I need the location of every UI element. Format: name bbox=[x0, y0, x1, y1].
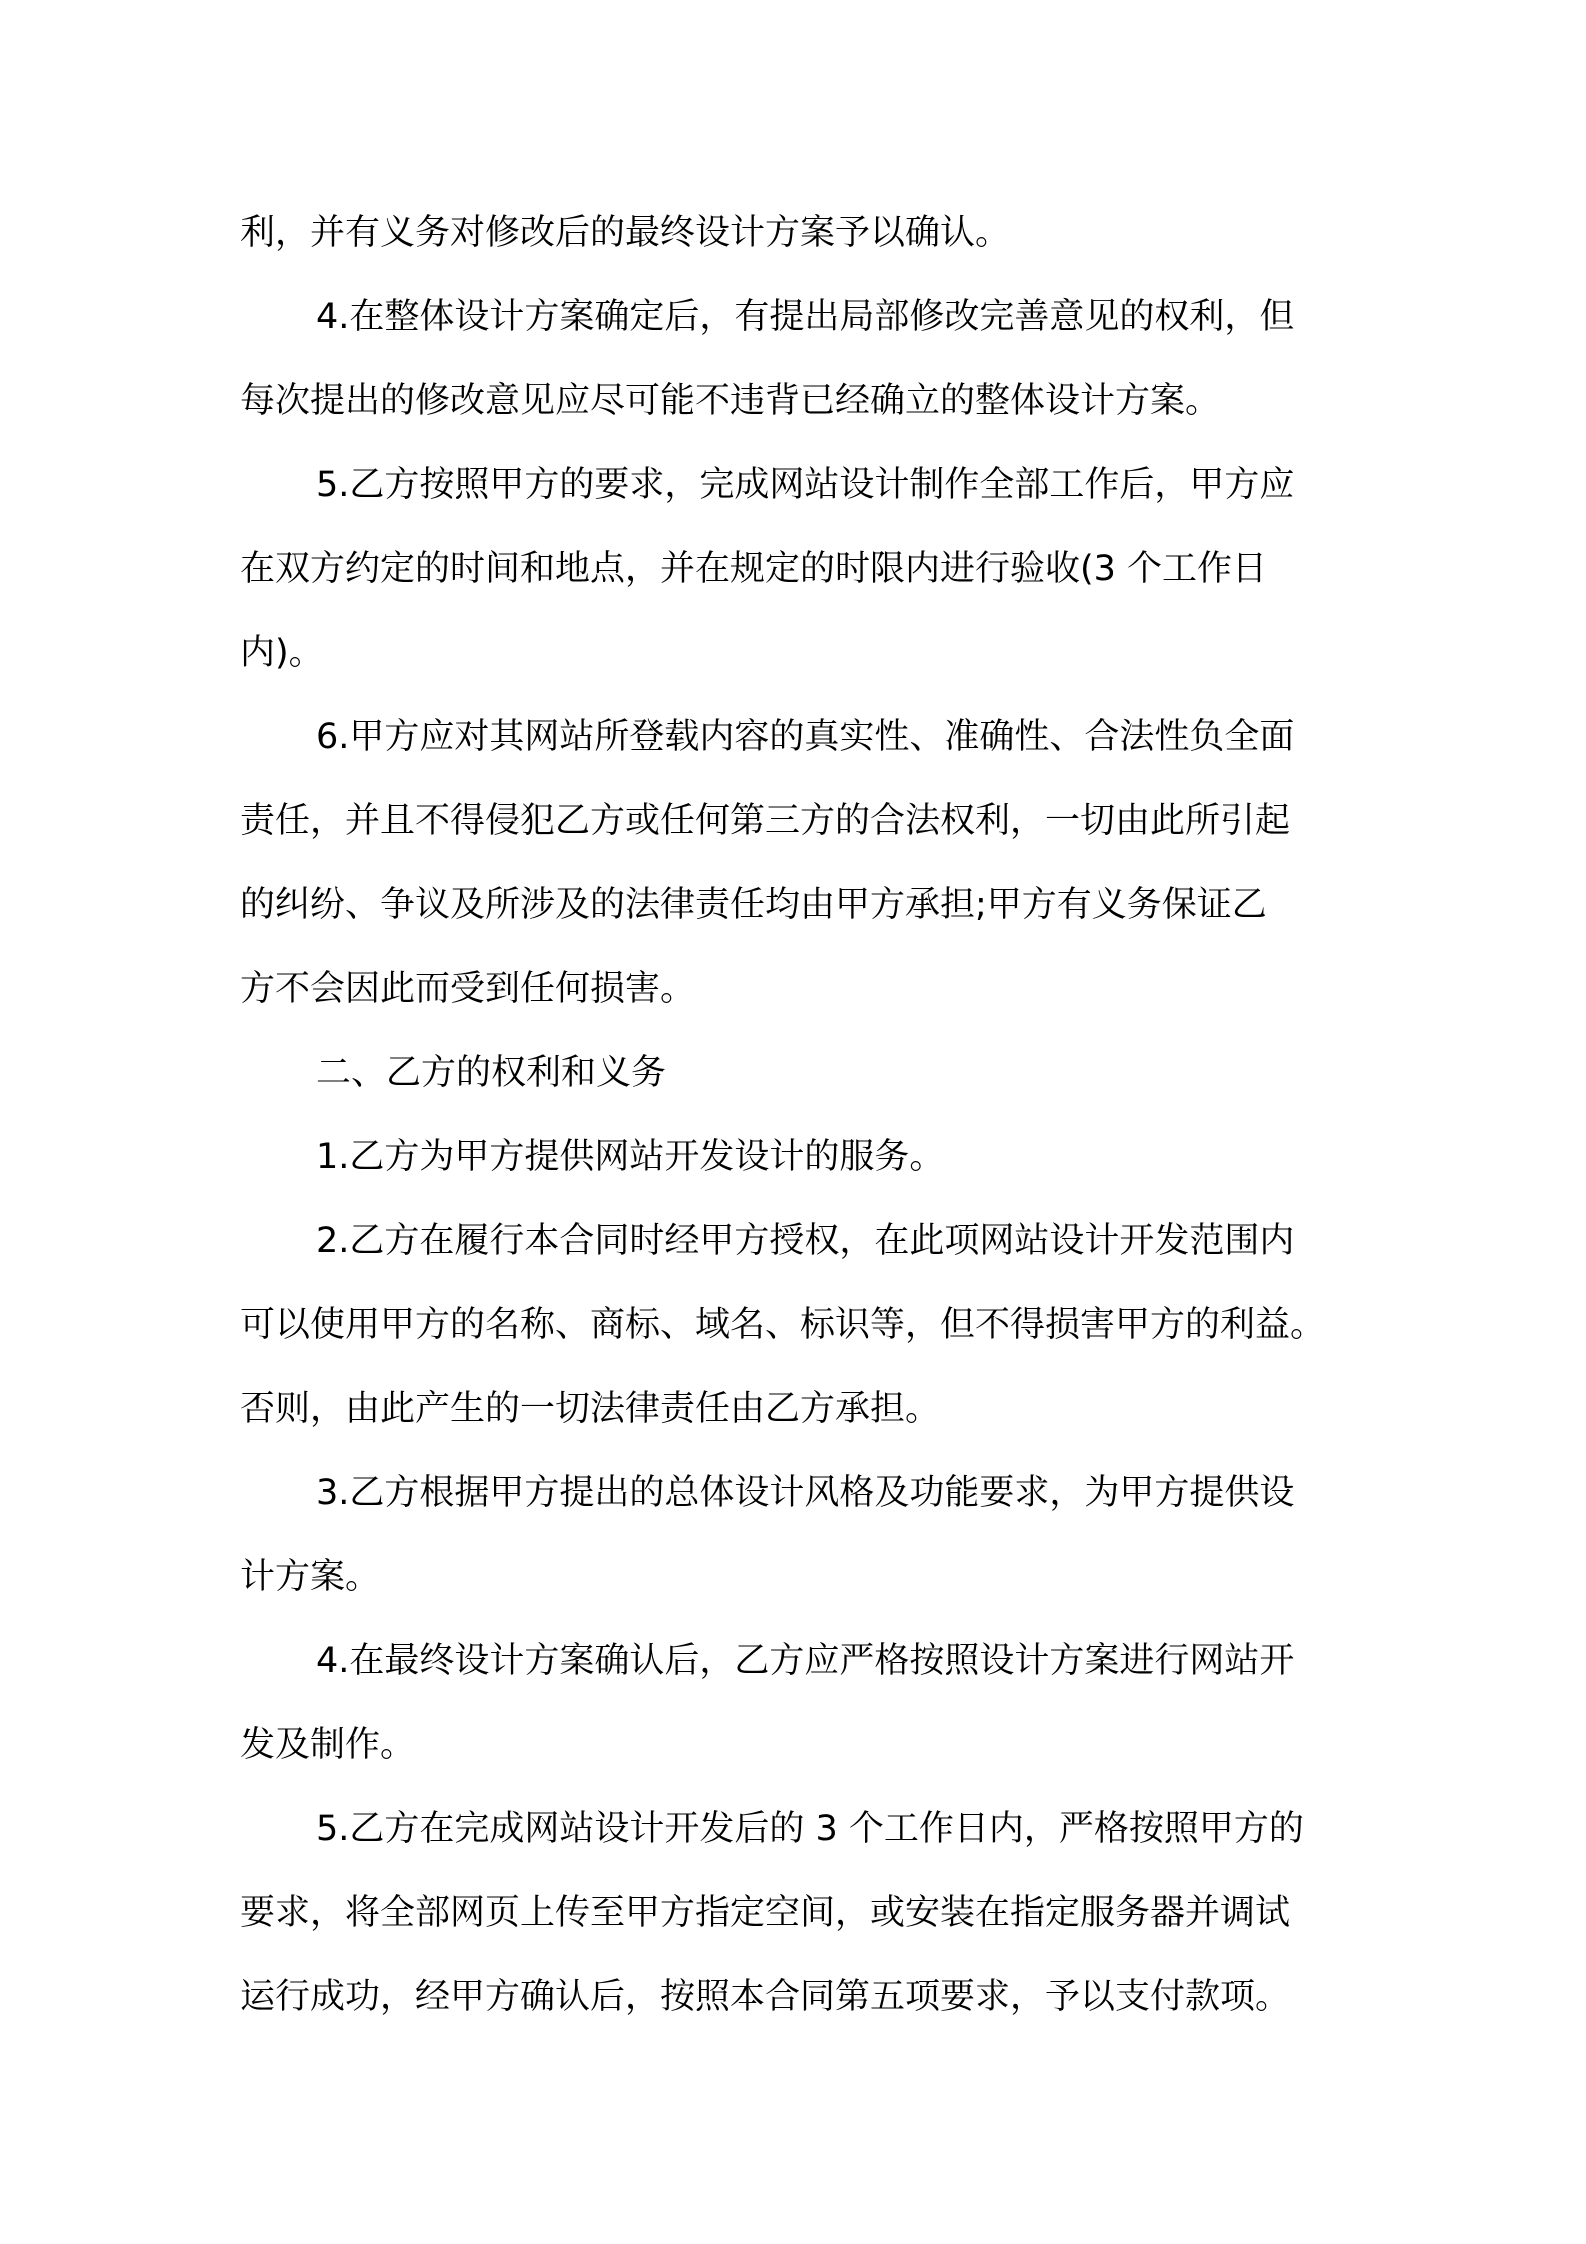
text-line: 6.甲方应对其网站所登载内容的真实性、准确性、合法性负全面 bbox=[316, 717, 1295, 757]
text-line: 在双方约定的时间和地点，并在规定的时限内进行验收(3 个工作日 bbox=[240, 549, 1268, 589]
text-line: 5.乙方在完成网站设计开发后的 3 个工作日内，严格按照甲方的 bbox=[316, 1809, 1304, 1849]
text-line: 3.乙方根据甲方提出的总体设计风格及功能要求，为甲方提供设 bbox=[316, 1473, 1295, 1513]
text-line: 4.在最终设计方案确认后，乙方应严格按照设计方案进行网站开 bbox=[316, 1641, 1295, 1681]
text-line: 每次提出的修改意见应尽可能不违背已经确立的整体设计方案。 bbox=[240, 381, 1221, 421]
section-heading: 二、乙方的权利和义务 bbox=[316, 1053, 667, 1093]
text-line: 运行成功，经甲方确认后，按照本合同第五项要求，予以支付款项。 bbox=[240, 1977, 1291, 2017]
text-line: 的纠纷、争议及所涉及的法律责任均由甲方承担;甲方有义务保证乙 bbox=[240, 885, 1267, 925]
text-line: 2.乙方在履行本合同时经甲方授权，在此项网站设计开发范围内 bbox=[316, 1221, 1295, 1261]
text-line: 发及制作。 bbox=[240, 1725, 416, 1765]
text-line: 内)。 bbox=[240, 633, 324, 673]
document-body bbox=[240, 191, 1358, 2039]
text-line: 计方案。 bbox=[240, 1557, 381, 1597]
text-line: 1.乙方为甲方提供网站开发设计的服务。 bbox=[316, 1137, 945, 1177]
text-line: 否则，由此产生的一切法律责任由乙方承担。 bbox=[240, 1389, 941, 1429]
text-line: 要求，将全部网页上传至甲方指定空间，或安装在指定服务器并调试 bbox=[240, 1893, 1291, 1933]
text-line: 5.乙方按照甲方的要求，完成网站设计制作全部工作后，甲方应 bbox=[316, 465, 1295, 505]
text-line: 利，并有义务对修改后的最终设计方案予以确认。 bbox=[240, 213, 1011, 253]
text-line: 方不会因此而受到任何损害。 bbox=[240, 969, 696, 1009]
text-line: 责任，并且不得侵犯乙方或任何第三方的合法权利，一切由此所引起 bbox=[240, 801, 1291, 841]
text-line: 4.在整体设计方案确定后，有提出局部修改完善意见的权利，但 bbox=[316, 297, 1295, 337]
text-line: 可以使用甲方的名称、商标、域名、标识等，但不得损害甲方的利益。 bbox=[240, 1305, 1326, 1345]
